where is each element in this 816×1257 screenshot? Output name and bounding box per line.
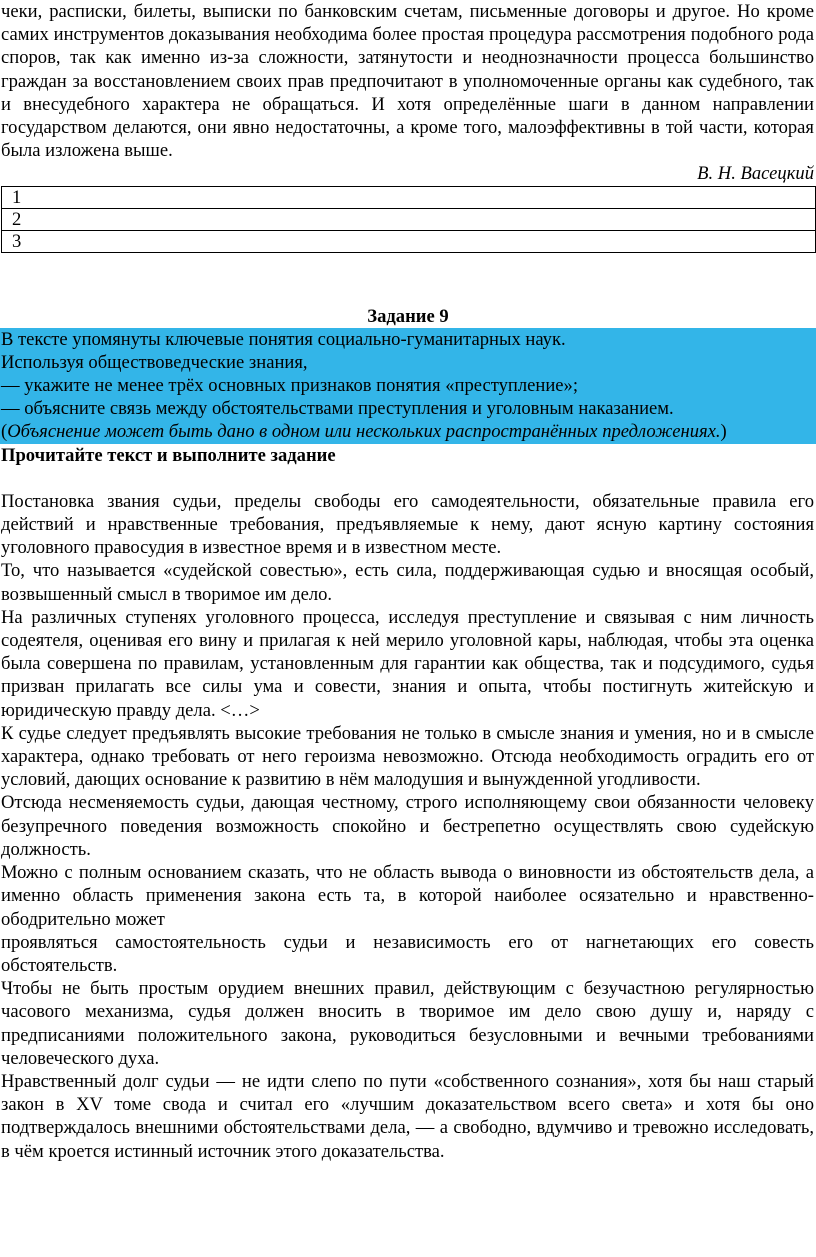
task-note <box>1 420 814 443</box>
text-paragraph: То, что называется «судейской совестью», есть сила, поддерживающая судью и вносящая особый, возвышенный смысл в творимое им дело. <box>1 560 814 605</box>
text-paragraph: Можно с полным основанием сказать, что не область вывода о виновности из обстоятельств дела, а именно область применения закона есть та, в которой наиболее осязательно и нравственно-ободрительно может <box>1 862 814 930</box>
task-line: — укажите не менее трёх основных признаков понятия «преступление»; <box>1 375 578 397</box>
answer-row <box>2 230 816 252</box>
task-note-text: Объяснение может быть дано в одном или нескольких распространённых предложениях. <box>7 421 721 443</box>
answer-table <box>1 186 816 253</box>
text-paragraph: Отсюда несменяемость судьи, дающая честному, строго исполняющему свои обязанности человеку безупречного поведения возможность спокойно и бестрепетно осуществлять свою судейскую должность. <box>1 792 814 860</box>
answer-row <box>2 208 816 230</box>
text-paragraph: Постановка звания судьи, пределы свободы его самодеятельности, обязательные правила его действий и нравственные требования, предъявляемые к нему, дают ясную картину состояния уголовного правосудия в известное время и в известном месте. <box>1 490 814 559</box>
source-text-ending: чеки, расписки, билеты, выписки по банковским счетам, письменные договоры и другое. Но кроме самих инструментов доказывания необходима более простая процедура рассмотрения подобного рода споров, так как именно из-за сложности, затянутости и неоднозначности процесса большинство граждан за восстановлением своих прав предпочитают в уполномоченные органы как судебного, так и внесудебного характера не обращаться. И хотя определённые шаги в данном направлении государством делаются, они явно недостаточны, а кроме того, малоэффективны в той части, которая была изложена выше. <box>1 1 814 162</box>
answer-row-number[interactable]: 1 <box>2 186 816 208</box>
reading-text <box>0 490 816 1163</box>
text-paragraph: На различных ступенях уголовного процесса, исследуя преступление и связывая с ним личность содеятеля, оценивая его вину и прилагая к ней мерило уголовной кары, наблюдая, чтобы эта оценка была совершена по правилам, установленным для гарантии как общества, так и подсудимого, судья призван прилагать все силы ума и совести, знания и опыта, чтобы постигнуть житейскую и юридическую правду дела. <…> <box>1 606 814 721</box>
answer-row <box>2 186 816 208</box>
text-paragraph: Нравственный долг судьи — не идти слепо по пути «собственного сознания», хотя бы наш старый закон в XV томе свода и считал его «лучшим доказательством всего света» и хотя бы оно подтверждалось внешними обстоятельствами дела, — а свободно, вдумчиво и тревожно исследовать, в чём кроется истинный источник этого доказательства. <box>1 1070 814 1162</box>
reading-subheading: Прочитайте текст и выполните задание <box>1 444 336 466</box>
task-line: Используя обществоведческие знания, <box>1 351 308 373</box>
text-paragraph: К судье следует предъявлять высокие требования не только в смысле знания и умения, но и в смысле характера, однако требовать от него героизма невозможно. Отсюда необходимость оградить его от условий, дающих основание к развитию в нём малодушия и вынужденной угодливости. <box>1 722 814 791</box>
answer-row-number[interactable]: 2 <box>2 208 816 230</box>
author-signature: В. Н. Васецкий <box>697 163 814 185</box>
task-title: Задание 9 <box>367 305 449 327</box>
text-paragraph: Чтобы не быть простым орудием внешних правил, действующим с безучастною регулярностью часового механизма, судья должен вносить в творимое им дело свою душу и, наряду с предписаниями положительного закона, руководиться безусловными и вечными требованиями человеческого духа. <box>1 978 814 1069</box>
answer-row-number[interactable]: 3 <box>2 230 816 252</box>
text-paragraph: проявляться самостоятельность судьи и независимость его от нагнетающих его совесть обстоятельств. <box>1 931 814 976</box>
task-note-close: ) <box>720 421 727 443</box>
task-line: — объясните связь между обстоятельствами преступления и уголовным наказанием. <box>1 398 674 420</box>
task-line: В тексте упомянуты ключевые понятия социально-гуманитарных наук. <box>1 328 566 350</box>
task-note-open: ( <box>1 421 8 443</box>
task-instructions <box>0 328 816 444</box>
